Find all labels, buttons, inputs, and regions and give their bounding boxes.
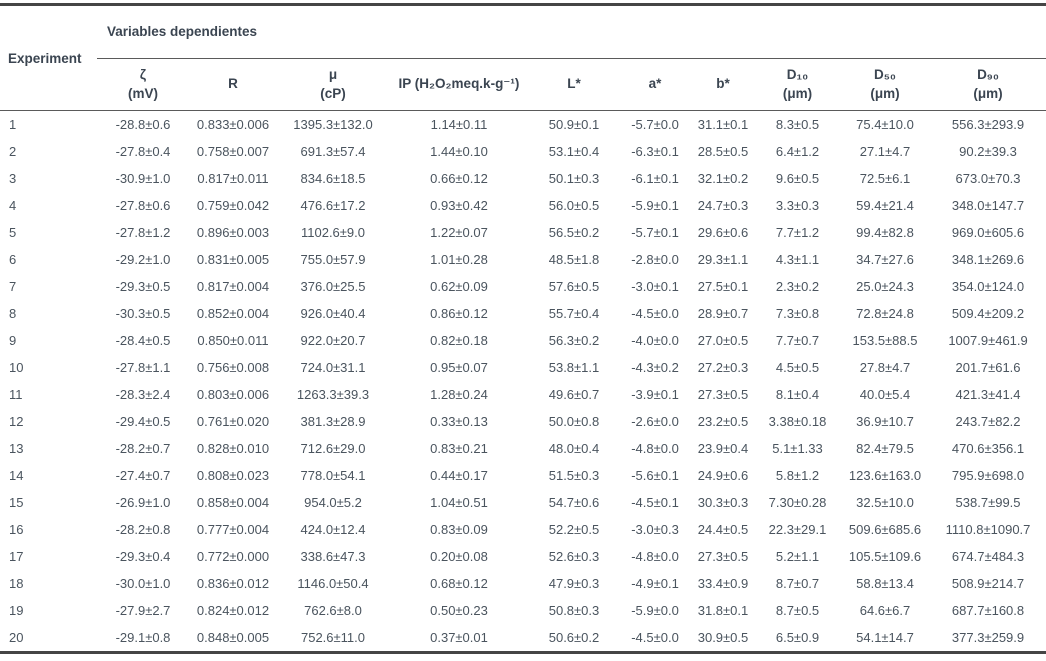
data-cell: 72.5±6.1 [859,171,911,186]
table-row [0,327,1046,354]
data-cell: -28.2±0.8 [115,522,171,537]
data-cell: 1.04±0.51 [430,495,488,510]
data-cell: -27.4±0.7 [115,468,171,483]
data-cell: 22.3±29.1 [768,522,827,537]
column-header-5: a* [619,59,691,111]
experiment-number: 10 [9,360,24,375]
table-body [0,111,1046,653]
data-cell: -29.3±0.5 [115,279,171,294]
data-cell: 338.6±47.3 [300,549,366,564]
data-cell: 53.8±1.1 [548,360,600,375]
data-cell: 691.3±57.4 [300,144,366,159]
data-cell: 0.44±0.17 [430,468,488,483]
data-cell: 1395.3±132.0 [293,117,373,132]
data-cell: 40.0±5.4 [859,387,911,402]
data-cell: 712.6±29.0 [300,441,366,456]
data-cell: 24.7±0.3 [697,198,749,213]
column-header-row [0,59,1046,111]
data-cell: 762.6±8.0 [304,603,362,618]
experiment-number: 20 [9,630,24,645]
data-cell: 55.7±0.4 [548,306,600,321]
data-cell: -27.8±1.2 [115,225,171,240]
data-cell: 52.2±0.5 [548,522,600,537]
data-cell: 556.3±293.9 [951,117,1025,132]
table-row [0,111,1046,139]
data-cell: 56.0±0.5 [548,198,600,213]
data-cell: 30.3±0.3 [697,495,749,510]
data-cell: -5.9±0.1 [631,198,679,213]
table-header [0,5,1046,111]
data-cell: -3.0±0.1 [631,279,679,294]
data-cell: 0.850±0.011 [197,333,269,348]
column-header-1: R [189,59,277,111]
data-cell: 8.3±0.5 [775,117,820,132]
data-cell: 27.0±0.5 [697,333,749,348]
data-cell: 8.7±0.5 [775,603,820,618]
data-cell: 5.2±1.1 [775,549,820,564]
data-cell: 47.9±0.3 [548,576,600,591]
data-cell: 0.761±0.020 [196,414,270,429]
data-cell: 0.68±0.12 [430,576,488,591]
experiment-number: 6 [9,252,17,267]
data-cell: 243.7±82.2 [955,414,1021,429]
data-cell: 27.5±0.1 [697,279,749,294]
data-cell: 9.6±0.5 [775,171,820,186]
data-cell: 1.44±0.10 [430,144,488,159]
data-cell: 3.38±0.18 [768,414,827,429]
data-cell: 0.848±0.005 [196,630,270,645]
data-cell: -4.8±0.0 [631,441,679,456]
data-cell: -29.4±0.5 [115,414,171,429]
data-cell: 50.8±0.3 [548,603,600,618]
data-cell: 0.833±0.006 [196,117,270,132]
column-header-3: IP (H₂O₂meq.k-g⁻¹) [389,59,529,111]
data-cell: 377.3±259.9 [951,630,1025,645]
data-cell: 2.3±0.2 [775,279,820,294]
table-row [0,597,1046,624]
data-cell: 52.6±0.3 [548,549,600,564]
data-cell: 1007.9±461.9 [948,333,1028,348]
data-cell: 0.803±0.006 [196,387,270,402]
data-cell: 1263.3±39.3 [296,387,370,402]
data-cell: 8.1±0.4 [775,387,820,402]
data-cell: 29.3±1.1 [697,252,749,267]
experiment-number: 18 [9,576,24,591]
data-cell: 752.6±11.0 [300,630,365,645]
data-cell: 23.9±0.4 [697,441,749,456]
data-cell: 0.86±0.12 [430,306,488,321]
data-cell: -4.5±0.0 [631,306,679,321]
experiment-number: 15 [9,495,24,510]
data-cell: -29.1±0.8 [115,630,171,645]
data-cell: 0.777±0.004 [196,522,270,537]
data-cell: -3.9±0.1 [631,387,679,402]
table-row [0,435,1046,462]
data-cell: 153.5±88.5 [852,333,918,348]
data-cell: 476.6±17.2 [300,198,366,213]
table-row [0,408,1046,435]
data-cell: 23.2±0.5 [697,414,749,429]
experiment-number: 17 [9,549,24,564]
data-cell: 926.0±40.4 [300,306,366,321]
data-cell: 0.83±0.21 [430,441,488,456]
experiment-number: 14 [9,468,24,483]
data-cell: 0.828±0.010 [196,441,270,456]
experiment-number: 13 [9,441,24,456]
data-cell: -5.7±0.1 [631,225,679,240]
data-cell: 105.5±109.6 [848,549,922,564]
data-cell: 50.9±0.1 [548,117,600,132]
data-cell: 0.93±0.42 [430,198,488,213]
data-cell: 0.808±0.023 [196,468,270,483]
data-cell: -4.9±0.1 [631,576,679,591]
data-cell: 509.6±685.6 [848,522,922,537]
data-cell: -3.0±0.3 [631,522,679,537]
data-cell: -6.1±0.1 [631,171,679,186]
data-cell: 7.7±0.7 [775,333,820,348]
data-cell: 0.66±0.12 [430,171,488,186]
results-table [0,3,1046,654]
data-cell: 72.8±24.8 [856,306,914,321]
data-cell: -27.8±0.4 [115,144,171,159]
data-cell: -27.8±1.1 [115,360,171,375]
data-cell: -28.4±0.5 [115,333,171,348]
data-cell: 33.4±0.9 [697,576,749,591]
data-cell: 28.5±0.5 [697,144,749,159]
data-cell: 0.896±0.003 [196,225,270,240]
data-cell: 50.0±0.8 [548,414,600,429]
data-cell: 48.0±0.4 [548,441,600,456]
experiment-number: 16 [9,522,24,537]
table-row [0,543,1046,570]
table-row [0,462,1046,489]
data-cell: 5.8±1.2 [775,468,820,483]
data-cell: 0.83±0.09 [430,522,488,537]
data-cell: 49.6±0.7 [548,387,600,402]
data-cell: 0.858±0.004 [196,495,270,510]
data-cell: -26.9±1.0 [115,495,171,510]
data-cell: -28.2±0.7 [115,441,171,456]
data-cell: 56.5±0.2 [548,225,600,240]
data-cell: 54.7±0.6 [548,495,600,510]
data-cell: 50.1±0.3 [548,171,600,186]
data-cell: 724.0±31.1 [300,360,366,375]
experiment-column-header: Experiment [0,5,97,111]
data-cell: -30.9±1.0 [115,171,171,186]
data-cell: 34.7±27.6 [856,252,914,267]
data-cell: 36.9±10.7 [856,414,914,429]
data-cell: -5.7±0.0 [631,117,679,132]
data-cell: 348.0±147.7 [951,198,1025,213]
column-header-8: D₅₀ (μm) [840,59,930,111]
data-cell: 5.1±1.33 [772,441,823,456]
data-cell: -30.3±0.5 [115,306,171,321]
data-cell: 0.836±0.012 [196,576,270,591]
data-cell: -4.0±0.0 [631,333,679,348]
data-cell: 1102.6±9.0 [300,225,365,240]
data-cell: 381.3±28.9 [300,414,366,429]
data-cell: 0.82±0.18 [430,333,488,348]
data-cell: 0.33±0.13 [430,414,488,429]
data-cell: 99.4±82.8 [856,225,914,240]
data-cell: 27.3±0.5 [697,387,749,402]
data-cell: 31.8±0.1 [697,603,749,618]
data-cell: 1110.8±1090.7 [945,522,1031,537]
table-row [0,192,1046,219]
data-cell: 30.9±0.5 [697,630,749,645]
column-header-4: L* [529,59,619,111]
data-cell: 4.5±0.5 [775,360,820,375]
data-cell: 25.0±24.3 [856,279,914,294]
data-cell: 0.62±0.09 [430,279,488,294]
data-cell: 57.6±0.5 [548,279,600,294]
data-cell: 0.852±0.004 [196,306,270,321]
data-cell: 50.6±0.2 [548,630,600,645]
data-cell: -4.5±0.1 [631,495,679,510]
data-cell: 32.1±0.2 [697,171,749,186]
data-cell: 0.817±0.004 [196,279,270,294]
data-cell: 1.01±0.28 [430,252,488,267]
data-cell: -4.3±0.2 [631,360,679,375]
data-cell: 795.9±698.0 [951,468,1025,483]
column-header-2: μ (cP) [277,59,389,111]
table-row [0,489,1046,516]
data-cell: 27.1±4.7 [859,144,911,159]
table-row [0,219,1046,246]
table-row [0,570,1046,597]
table-row [0,165,1046,192]
data-cell: -2.6±0.0 [631,414,679,429]
experiment-number: 11 [9,387,23,402]
data-cell: 28.9±0.7 [697,306,749,321]
data-cell: 0.37±0.01 [430,630,488,645]
data-cell: -2.8±0.0 [631,252,679,267]
data-cell: 58.8±13.4 [856,576,914,591]
data-cell: 24.9±0.6 [697,468,749,483]
data-cell: 3.3±0.3 [775,198,820,213]
data-cell: 32.5±10.0 [856,495,914,510]
data-cell: 75.4±10.0 [856,117,914,132]
data-cell: 27.8±4.7 [859,360,911,375]
data-cell: -28.3±2.4 [115,387,171,402]
data-cell: 1.22±0.07 [430,225,488,240]
data-cell: -4.8±0.0 [631,549,679,564]
data-cell: 4.3±1.1 [775,252,820,267]
data-cell: -4.5±0.0 [631,630,679,645]
data-cell: 56.3±0.2 [548,333,600,348]
data-cell: 0.758±0.007 [196,144,270,159]
table-row [0,624,1046,653]
column-header-6: b* [691,59,755,111]
data-cell: 755.0±57.9 [300,252,366,267]
data-cell: 348.1±269.6 [951,252,1025,267]
data-cell: 7.3±0.8 [775,306,820,321]
data-cell: 31.1±0.1 [697,117,749,132]
data-cell: 0.20±0.08 [430,549,488,564]
data-cell: -27.8±0.6 [115,198,171,213]
data-cell: 424.0±12.4 [300,522,366,537]
data-cell: 24.4±0.5 [697,522,749,537]
data-cell: 538.7±99.5 [955,495,1021,510]
data-cell: 0.824±0.012 [196,603,270,618]
data-cell: 508.9±214.7 [951,576,1025,591]
data-cell: 7.30±0.28 [768,495,827,510]
experiment-number: 1 [9,117,17,132]
data-cell: -30.0±1.0 [115,576,171,591]
data-cell: -5.9±0.0 [631,603,679,618]
group-header-variables-dependientes: Variables dependientes [97,5,1046,59]
data-cell: 1.28±0.24 [430,387,488,402]
data-cell: 376.0±25.5 [300,279,366,294]
experiment-number: 8 [9,306,17,321]
data-cell: 0.759±0.042 [196,198,270,213]
table-row [0,300,1046,327]
data-cell: -29.3±0.4 [115,549,171,564]
data-cell: 0.831±0.005 [196,252,270,267]
table-row [0,516,1046,543]
data-cell: 59.4±21.4 [856,198,914,213]
data-cell: -5.6±0.1 [631,468,679,483]
data-cell: -29.2±1.0 [115,252,171,267]
data-cell: 6.5±0.9 [775,630,820,645]
table-row [0,273,1046,300]
data-cell: 51.5±0.3 [548,468,600,483]
data-cell: 82.4±79.5 [856,441,914,456]
data-cell: 90.2±39.3 [959,144,1017,159]
data-cell: 778.0±54.1 [300,468,366,483]
table-row [0,381,1046,408]
experiment-number: 5 [9,225,17,240]
data-cell: 509.4±209.2 [951,306,1025,321]
data-cell: 674.7±484.3 [951,549,1025,564]
table-row [0,138,1046,165]
data-cell: 201.7±61.6 [955,360,1021,375]
data-cell: 0.50±0.23 [430,603,488,618]
data-cell: -28.8±0.6 [115,117,171,132]
data-cell: 123.6±163.0 [848,468,922,483]
column-header-7: D₁₀ (μm) [755,59,840,111]
table-row [0,246,1046,273]
data-cell: 64.6±6.7 [859,603,911,618]
experiment-number: 4 [9,198,17,213]
experiment-number: 12 [9,414,24,429]
data-cell: 421.3±41.4 [955,387,1021,402]
data-cell: 0.95±0.07 [430,360,488,375]
data-cell: 0.756±0.008 [196,360,270,375]
data-cell: 48.5±1.8 [548,252,600,267]
data-cell: 354.0±124.0 [951,279,1025,294]
data-cell: 27.3±0.5 [697,549,749,564]
data-cell: 0.772±0.000 [196,549,270,564]
data-cell: 954.0±5.2 [304,495,362,510]
data-cell: 29.6±0.6 [697,225,749,240]
experiment-number: 2 [9,144,17,159]
data-cell: 470.6±356.1 [951,441,1025,456]
data-cell: 8.7±0.7 [775,576,820,591]
data-cell: 0.817±0.011 [197,171,269,186]
data-cell: 922.0±20.7 [300,333,366,348]
experiment-number: 9 [9,333,17,348]
data-cell: 54.1±14.7 [856,630,914,645]
data-cell: 1.14±0.11 [430,117,488,132]
data-cell: 834.6±18.5 [300,171,366,186]
data-cell: -27.9±2.7 [115,603,171,618]
data-cell: 687.7±160.8 [951,603,1025,618]
data-cell: 6.4±1.2 [775,144,820,159]
data-cell: -6.3±0.1 [631,144,679,159]
experiment-number: 3 [9,171,17,186]
column-header-9: D₉₀ (μm) [930,59,1046,111]
column-header-0: ζ (mV) [97,59,189,111]
data-cell: 7.7±1.2 [775,225,820,240]
table-row [0,354,1046,381]
data-cell: 969.0±605.6 [951,225,1025,240]
experiment-number: 7 [9,279,17,294]
data-cell: 53.1±0.4 [548,144,600,159]
data-cell: 1146.0±50.4 [297,576,369,591]
data-cell: 673.0±70.3 [955,171,1021,186]
data-cell: 27.2±0.3 [697,360,749,375]
experiment-number: 19 [9,603,24,618]
